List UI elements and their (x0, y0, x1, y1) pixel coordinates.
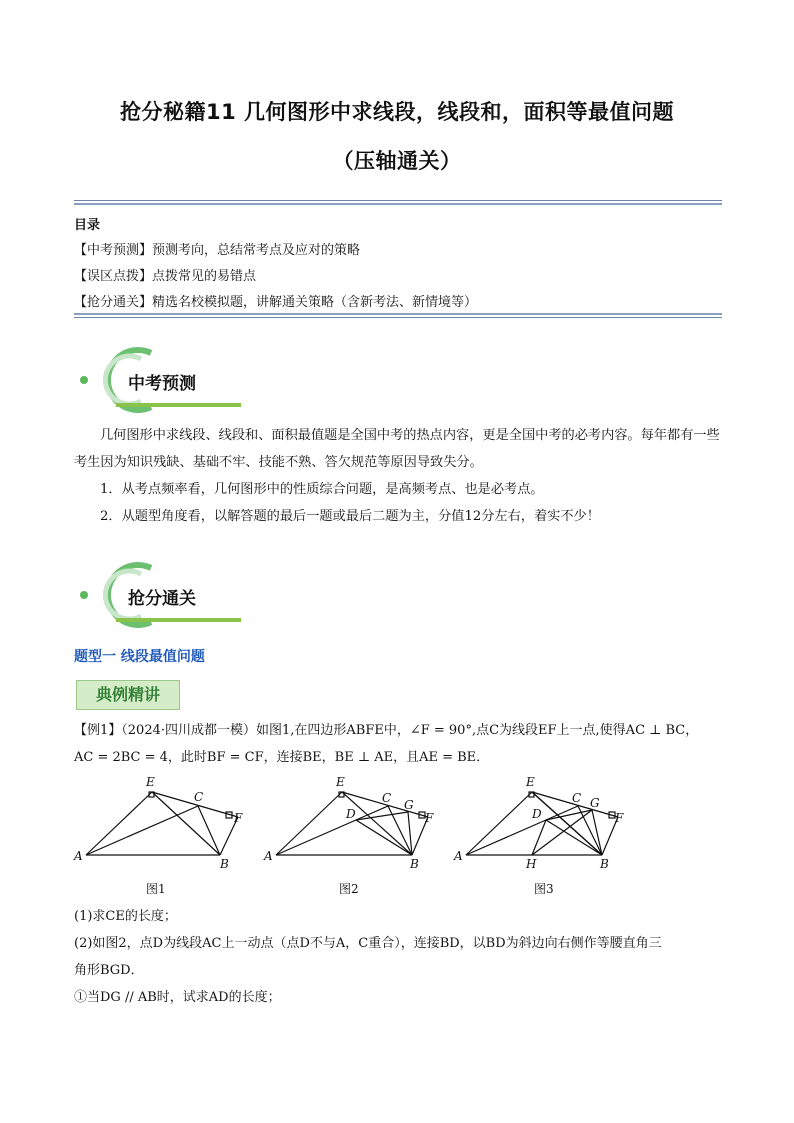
point-label: F (615, 811, 624, 825)
point-label: E (336, 775, 345, 789)
example-tag: 典例精讲 (76, 680, 180, 710)
toc-item-text: 点拨常见的易错点 (152, 269, 257, 284)
question: 角形BGD． (74, 963, 144, 978)
point-label: F (234, 811, 243, 825)
toc-item-text: 预测考向，总结常考点及应对的策略 (152, 243, 361, 258)
toc-heading: 目录 (74, 218, 101, 233)
type-heading: 题型一 线段最值问题 (74, 649, 205, 665)
question: (1)求CE的长度； (74, 909, 177, 924)
point-label: A (74, 849, 83, 863)
point-label: H (526, 857, 537, 871)
divider (74, 317, 722, 318)
toc-item-tag: 【中考预测】 (74, 243, 153, 258)
paragraph: 2．从题型角度看，以解答题的最后一题或最后二题为主，分值12分左右，着实不少！ (100, 509, 600, 524)
toc-item (74, 239, 360, 258)
point-label: C (572, 791, 582, 805)
question: (2)如图2，点D为线段AC上一动点（点D不与A，C重合），连接BD，以BD为斜边向右侧作等腰直角三 (74, 936, 662, 951)
paragraph: 几何图形中求线段、线段和、面积最值题是全国中考的热点内容，更是全国中考的必考内容。每年都有一些考生因为知识残缺、基础不牢、技能不熟、答欠规范等原因导致失分。 (74, 428, 720, 470)
question: ①当DG // AB时，试求AD的长度； (74, 990, 281, 1005)
geometry-figures (70, 772, 730, 872)
point-label: E (146, 775, 155, 789)
point-label: G (404, 798, 414, 812)
example-line: 【例1】（2024·四川成都一模）如图1,在四边形ABFE中，∠F = 90°,点C为线段EF上一点,使得AC ⊥ BC， (74, 723, 699, 738)
figure-caption: 图3 (534, 882, 554, 896)
divider (74, 200, 722, 201)
point-label: D (532, 807, 542, 821)
point-label: C (382, 791, 392, 805)
point-label: B (600, 857, 609, 871)
divider (74, 203, 722, 205)
figure-caption: 图1 (146, 882, 166, 896)
section-title: 抢分通关 (128, 589, 196, 609)
point-label: B (410, 857, 419, 871)
toc-item (74, 291, 477, 310)
example-line: AC = 2BC = 4，此时BF = CF，连接BE，BE ⊥ AE，且AE = BE． (74, 750, 490, 765)
divider (74, 313, 722, 315)
point-label: A (264, 849, 273, 863)
point-label: D (346, 807, 356, 821)
toc-item-text: 精选名校模拟题，讲解通关策略（含新考法、新情境等） (152, 295, 478, 310)
toc-item-tag: 【抢分通关】 (74, 295, 153, 310)
paragraph: 1．从考点频率看，几何图形中的性质综合问题，是高频考点、也是必考点。 (100, 482, 544, 497)
point-label: G (590, 796, 600, 810)
page-title: 抢分秘籍11 几何图形中求线段，线段和，面积等最值问题 (119, 100, 675, 124)
page-subtitle: （压轴通关） (332, 149, 462, 173)
figure-1 (86, 792, 238, 855)
section-title: 中考预测 (128, 374, 196, 394)
point-label: B (220, 857, 229, 871)
point-label: A (454, 849, 463, 863)
toc-item-tag: 【误区点拨】 (74, 269, 153, 284)
figure-caption: 图2 (339, 882, 359, 896)
point-label: F (425, 811, 434, 825)
point-label: E (526, 775, 535, 789)
toc-item (74, 265, 256, 284)
point-label: C (194, 790, 204, 804)
